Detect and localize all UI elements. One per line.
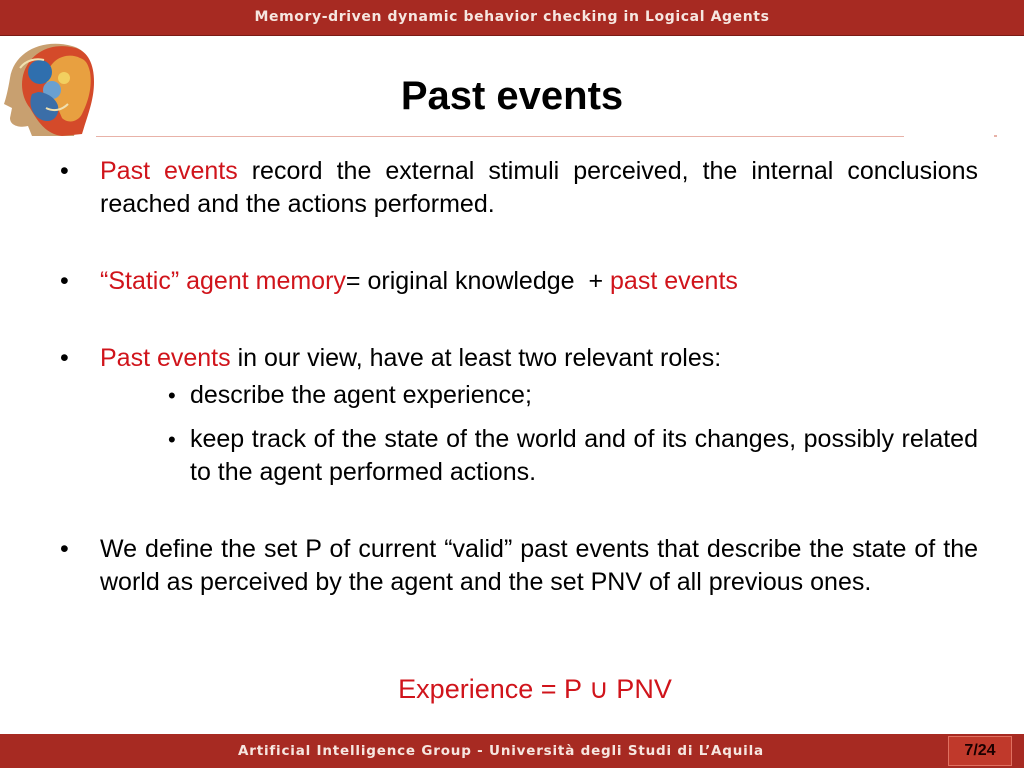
bullet-text: We define the set P of current “valid” past events that describe the state of the world as perceived by the agent and the set PNV of all previous ones.: [100, 535, 978, 596]
bullet-set-definition: [58, 533, 978, 599]
bullet-icon: •: [60, 344, 69, 372]
bullet-highlight: Past events: [100, 157, 238, 185]
page-number: 7/24: [948, 736, 1012, 766]
sub-bullet-icon: •: [168, 427, 176, 452]
bullet-text: = original knowledge: [345, 267, 575, 295]
slide-title: Past events: [400, 74, 624, 118]
bullet-past-events-definition: [58, 155, 978, 221]
plus-sign: +: [588, 267, 604, 295]
experience-formula: Experience = P ∪ PNV: [398, 674, 672, 704]
bullet-highlight-2: past events: [610, 267, 738, 295]
presentation-title: Memory-driven dynamic behavior checking in Logical Agents: [254, 9, 770, 25]
bullet-past-events-roles: [58, 342, 978, 375]
divider-end-mark: [994, 135, 997, 137]
bullet-highlight: “Static” agent memory: [100, 267, 346, 295]
bullet-text: record the external stimuli perceived, the internal conclusions reached and the actions performed.: [100, 157, 978, 218]
sub-bullet-world-state: [58, 423, 978, 489]
bullet-icon: •: [60, 157, 69, 185]
bullet-text: in our view, have at least two relevant roles:: [230, 344, 722, 372]
bullet-highlight: Past events: [100, 344, 231, 372]
sub-bullet-text: keep track of the state of the world and of its changes, possibly related to the agent performed actions.: [190, 425, 978, 486]
slide-body: [58, 155, 978, 599]
sub-bullet-icon: •: [168, 383, 176, 408]
bullet-static-memory: [58, 265, 978, 298]
bullet-icon: •: [60, 267, 69, 295]
bullet-icon: •: [60, 535, 69, 563]
sub-bullet-text: describe the agent experience;: [190, 381, 532, 409]
title-divider: [96, 136, 904, 137]
sub-bullet-experience: [58, 379, 978, 412]
footer-text: Artificial Intelligence Group - Università degli Studi di L’Aquila: [238, 743, 764, 759]
